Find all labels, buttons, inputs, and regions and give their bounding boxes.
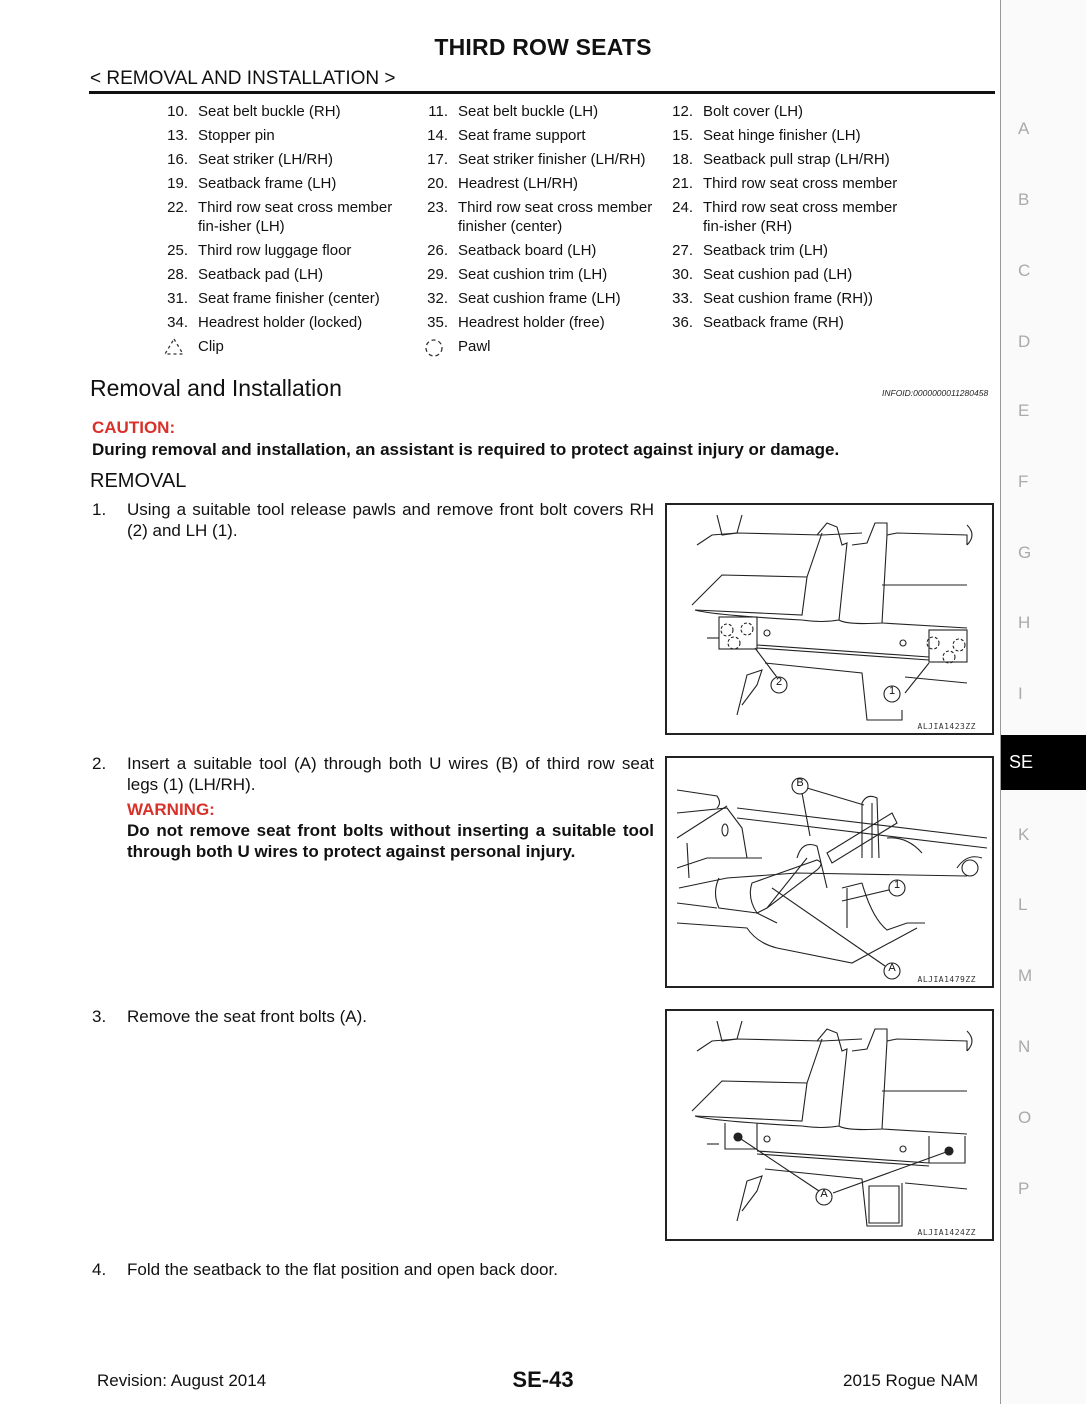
clip-triangle-icon <box>160 337 198 357</box>
legend-item: 25. Third row luggage floor <box>167 242 352 259</box>
legend-item: 16. Seat striker (LH/RH) <box>167 151 334 168</box>
index-tab-c[interactable]: C <box>1018 261 1031 280</box>
caution-text: During removal and installation, an assistant is required to protect against injury or damage. <box>92 440 840 459</box>
legend-item: 20. Headrest (LH/RH) <box>427 175 579 192</box>
callout-label: 1 <box>893 879 901 891</box>
legend-item: 32. Seat cushion frame (LH) <box>427 290 621 307</box>
section-heading: Removal and Installation <box>90 375 342 401</box>
parts-legend <box>160 100 940 359</box>
step-text: Using a suitable tool release pawls and remove front bolt covers RH (2) and LH (1). <box>127 500 654 540</box>
callout-markers <box>667 505 992 733</box>
info-id: INFOID:0000000011280458 <box>882 388 989 398</box>
legend-item: 13. Stopper pin <box>167 127 275 144</box>
warning-text: Do not remove seat front bolts without inserting a suitable tool through both U wires to protect against personal injury. <box>127 821 654 861</box>
legend-item: 30. Seat cushion pad (LH) <box>672 266 853 283</box>
index-tab-l[interactable]: L <box>1018 895 1028 914</box>
index-tab-m[interactable]: M <box>1018 966 1033 985</box>
legend-symbol-row <box>160 335 940 359</box>
index-tab-p[interactable]: P <box>1018 1179 1030 1198</box>
step-text: Fold the seatback to the flat position and open back door. <box>127 1260 558 1279</box>
legend-row <box>160 100 940 124</box>
legend-item: 15. Seat hinge finisher (LH) <box>672 127 861 144</box>
legend-row <box>160 263 940 287</box>
legend-item: 35. Headrest holder (free) <box>427 314 605 331</box>
legend-row <box>160 124 940 148</box>
legend-item: 26. Seatback board (LH) <box>427 242 597 259</box>
figure-code: ALJIA1424ZZ <box>917 1228 976 1237</box>
legend-item: 21. Third row seat cross member <box>672 175 898 192</box>
index-tab-a[interactable]: A <box>1018 119 1030 138</box>
legend-item: 34. Headrest holder (locked) <box>167 314 363 331</box>
legend-item: 23. Third row seat cross member finisher (center) <box>427 199 653 235</box>
callout-markers <box>667 758 992 986</box>
legend-item: 36. Seatback frame (RH) <box>672 314 844 331</box>
pawl-circle-icon <box>420 337 458 357</box>
warning-label: WARNING: <box>127 800 215 819</box>
legend-row <box>160 287 940 311</box>
legend-item: 19. Seatback frame (LH) <box>167 175 337 192</box>
legend-item: 18. Seatback pull strap (LH/RH) <box>672 151 890 168</box>
legend-row <box>160 196 940 239</box>
legend-row <box>160 172 940 196</box>
index-tab-e[interactable]: E <box>1018 401 1030 420</box>
legend-symbol-clip: Clip <box>160 337 416 357</box>
step-text: Insert a suitable tool (A) through both U wires (B) of third row seat legs (1) (LH/RH). <box>127 754 654 794</box>
step-4: 4. Fold the seatback to the flat position and open back door. <box>92 1259 654 1280</box>
index-tab-k[interactable]: K <box>1018 825 1030 844</box>
step-2: 2. Insert a suitable tool (A) through both U wires (B) of third row seat legs (1) (LH/RH). WARNING: Do not remove seat front bolts without inserting a suitable tool through both U wires to protect against personal injury. <box>92 754 654 861</box>
section-tag: < REMOVAL AND INSTALLATION > <box>90 68 396 89</box>
footer-page-number: SE-43 <box>512 1367 574 1392</box>
legend-item: 17. Seat striker finisher (LH/RH) <box>427 151 646 168</box>
legend-item: 31. Seat frame finisher (center) <box>167 290 380 307</box>
legend-item: 22. Third row seat cross member fin-isher (LH) <box>167 199 393 235</box>
legend-symbol-pawl: Pawl <box>420 337 676 357</box>
figure-code: ALJIA1479ZZ <box>917 975 976 984</box>
legend-item: 14. Seat frame support <box>427 127 586 144</box>
figure-u-wires <box>665 756 994 988</box>
callout-label: 1 <box>888 685 896 697</box>
removal-heading: REMOVAL <box>90 470 187 492</box>
index-tab-o[interactable]: O <box>1018 1108 1032 1127</box>
callout-label: A <box>888 962 896 974</box>
legend-item: 11. Seat belt buckle (LH) <box>428 103 599 120</box>
index-tab-n[interactable]: N <box>1018 1037 1031 1056</box>
legend-row <box>160 311 940 335</box>
step-1: 1. Using a suitable tool release pawls and remove front bolt covers RH (2) and LH (1). <box>92 500 654 540</box>
index-tab-g[interactable]: G <box>1018 543 1032 562</box>
step-text: Remove the seat front bolts (A). <box>127 1007 367 1026</box>
figure-code: ALJIA1423ZZ <box>917 722 976 731</box>
header-rule <box>89 91 995 94</box>
legend-item: 28. Seatback pad (LH) <box>167 266 324 283</box>
index-tab-se-active[interactable]: SE <box>1001 735 1086 790</box>
legend-item: 33. Seat cushion frame (RH)) <box>672 290 874 307</box>
footer-revision: Revision: August 2014 <box>97 1371 267 1390</box>
index-tab-i[interactable]: I <box>1018 684 1023 703</box>
caution-label: CAUTION: <box>92 418 176 437</box>
callout-markers <box>667 1011 992 1239</box>
legend-row <box>160 239 940 263</box>
index-tab-b[interactable]: B <box>1018 190 1030 209</box>
index-tab-d[interactable]: D <box>1018 332 1031 351</box>
section-index <box>1000 0 1086 1404</box>
footer-model: 2015 Rogue NAM <box>843 1371 979 1390</box>
step-3: 3. Remove the seat front bolts (A). <box>92 1006 654 1027</box>
figure-front-bolts <box>665 1009 994 1241</box>
legend-item: 27. Seatback trim (LH) <box>672 242 829 259</box>
figure-bolt-covers <box>665 503 994 735</box>
legend-item: 12. Bolt cover (LH) <box>672 103 804 120</box>
legend-item: 24. Third row seat cross member fin-isher (RH) <box>672 199 898 235</box>
callout-label: B <box>796 777 804 789</box>
callout-label: 2 <box>775 676 783 688</box>
legend-item: 29. Seat cushion trim (LH) <box>427 266 608 283</box>
callout-label: A <box>820 1188 828 1200</box>
legend-row <box>160 148 940 172</box>
legend-item: 10. Seat belt buckle (RH) <box>167 103 341 120</box>
index-tab-f[interactable]: F <box>1018 472 1029 491</box>
page-title: THIRD ROW SEATS <box>434 34 652 60</box>
index-tab-h[interactable]: H <box>1018 613 1031 632</box>
